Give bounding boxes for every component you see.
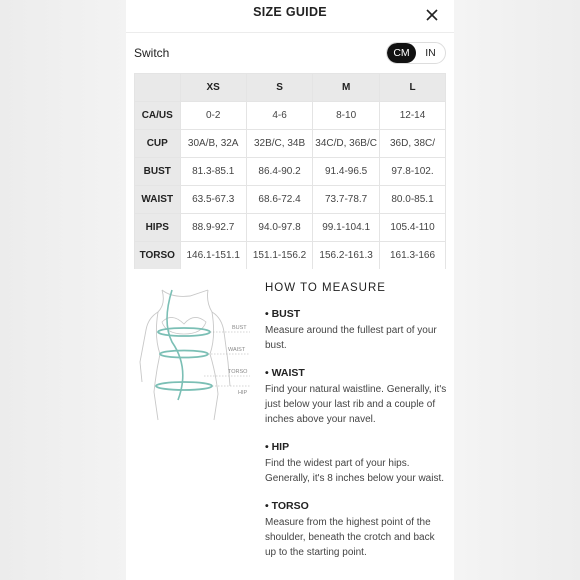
size-table (134, 73, 446, 269)
unit-in-option[interactable]: IN (425, 47, 436, 59)
unit-toggle[interactable] (386, 42, 446, 64)
table-cell: 105.4-110 (380, 214, 446, 242)
measure-body: Find the widest part of your hips. Generally, it's 8 inches below your waist. (265, 458, 445, 484)
table-cell: 34C/D, 36B/C (313, 130, 380, 158)
table-cell: 73.7-78.7 (313, 186, 380, 214)
close-icon[interactable] (424, 7, 440, 23)
measure-item-waist (265, 367, 447, 427)
table-header-row (135, 74, 446, 102)
background-right (454, 0, 580, 580)
row-header: HIPS (135, 214, 181, 242)
column-header: M (313, 74, 380, 102)
table-cell: 0-2 (180, 102, 246, 130)
section-title: HOW TO MEASURE (265, 282, 386, 294)
table-corner-cell (135, 74, 181, 102)
row-header: TORSO (135, 242, 181, 270)
unit-switch-row (134, 42, 446, 64)
table-cell: 30A/B, 32A (180, 130, 246, 158)
unit-cm-option[interactable]: CM (387, 43, 416, 63)
table-row (135, 102, 446, 130)
row-header: BUST (135, 158, 181, 186)
table-cell: 63.5-67.3 (180, 186, 246, 214)
page-title: SIZE GUIDE (253, 5, 327, 19)
table-cell: 36D, 38C/ (380, 130, 446, 158)
table-row (135, 214, 446, 242)
figure-label-hip: HIP (238, 390, 248, 396)
table-cell: 161.3-166 (380, 242, 446, 270)
measure-heading: • BUST (265, 308, 301, 320)
waist-band (160, 351, 208, 358)
measure-body: Measure around the fullest part of your bust. (265, 325, 437, 351)
table-cell: 156.2-161.3 (313, 242, 380, 270)
header (126, 0, 454, 33)
table-cell: 91.4-96.5 (313, 158, 380, 186)
table-row (135, 186, 446, 214)
hip-band (156, 382, 212, 390)
table-cell: 99.1-104.1 (313, 214, 380, 242)
figure-label-bust: BUST (232, 325, 247, 331)
bust-band (158, 328, 210, 336)
table-cell: 12-14 (380, 102, 446, 130)
table-cell: 97.8-102. (380, 158, 446, 186)
how-to-measure-section (265, 282, 447, 574)
row-header: CUP (135, 130, 181, 158)
table-cell: 88.9-92.7 (180, 214, 246, 242)
measure-body: Find your natural waistline. Generally, it's just below your last rib and a couple of inches above your navel. (265, 384, 447, 425)
table-cell: 8-10 (313, 102, 380, 130)
measure-body: Measure from the highest point of the shoulder, beneath the crotch and back up to the starting point. (265, 517, 435, 558)
measure-item-hip (265, 441, 447, 486)
table-row (135, 242, 446, 270)
size-table-scroll[interactable] (134, 73, 446, 269)
column-header: XS (180, 74, 246, 102)
column-header: L (380, 74, 446, 102)
figure-label-torso: TORSO (228, 369, 248, 375)
measure-heading: • HIP (265, 441, 290, 453)
row-header: WAIST (135, 186, 181, 214)
table-cell: 80.0-85.1 (380, 186, 446, 214)
measure-item-torso (265, 500, 447, 560)
figure-label-waist: WAIST (228, 347, 246, 353)
size-guide-panel (126, 0, 454, 580)
table-cell: 81.3-85.1 (180, 158, 246, 186)
table-row (135, 158, 446, 186)
table-cell: 68.6-72.4 (246, 186, 312, 214)
table-cell: 151.1-156.2 (246, 242, 312, 270)
measure-heading: • TORSO (265, 500, 309, 512)
measure-item-bust (265, 308, 447, 353)
body-outline (140, 290, 230, 420)
body-measurement-figure (132, 282, 252, 422)
torso-line (167, 290, 183, 400)
table-cell: 94.0-97.8 (246, 214, 312, 242)
table-cell: 146.1-151.1 (180, 242, 246, 270)
table-cell: 32B/C, 34B (246, 130, 312, 158)
column-header: S (246, 74, 312, 102)
table-cell: 86.4-90.2 (246, 158, 312, 186)
table-cell: 4-6 (246, 102, 312, 130)
background-left (0, 0, 126, 580)
measure-heading: • WAIST (265, 367, 305, 379)
row-header: CA/US (135, 102, 181, 130)
table-row (135, 130, 446, 158)
switch-label: Switch (134, 46, 170, 60)
